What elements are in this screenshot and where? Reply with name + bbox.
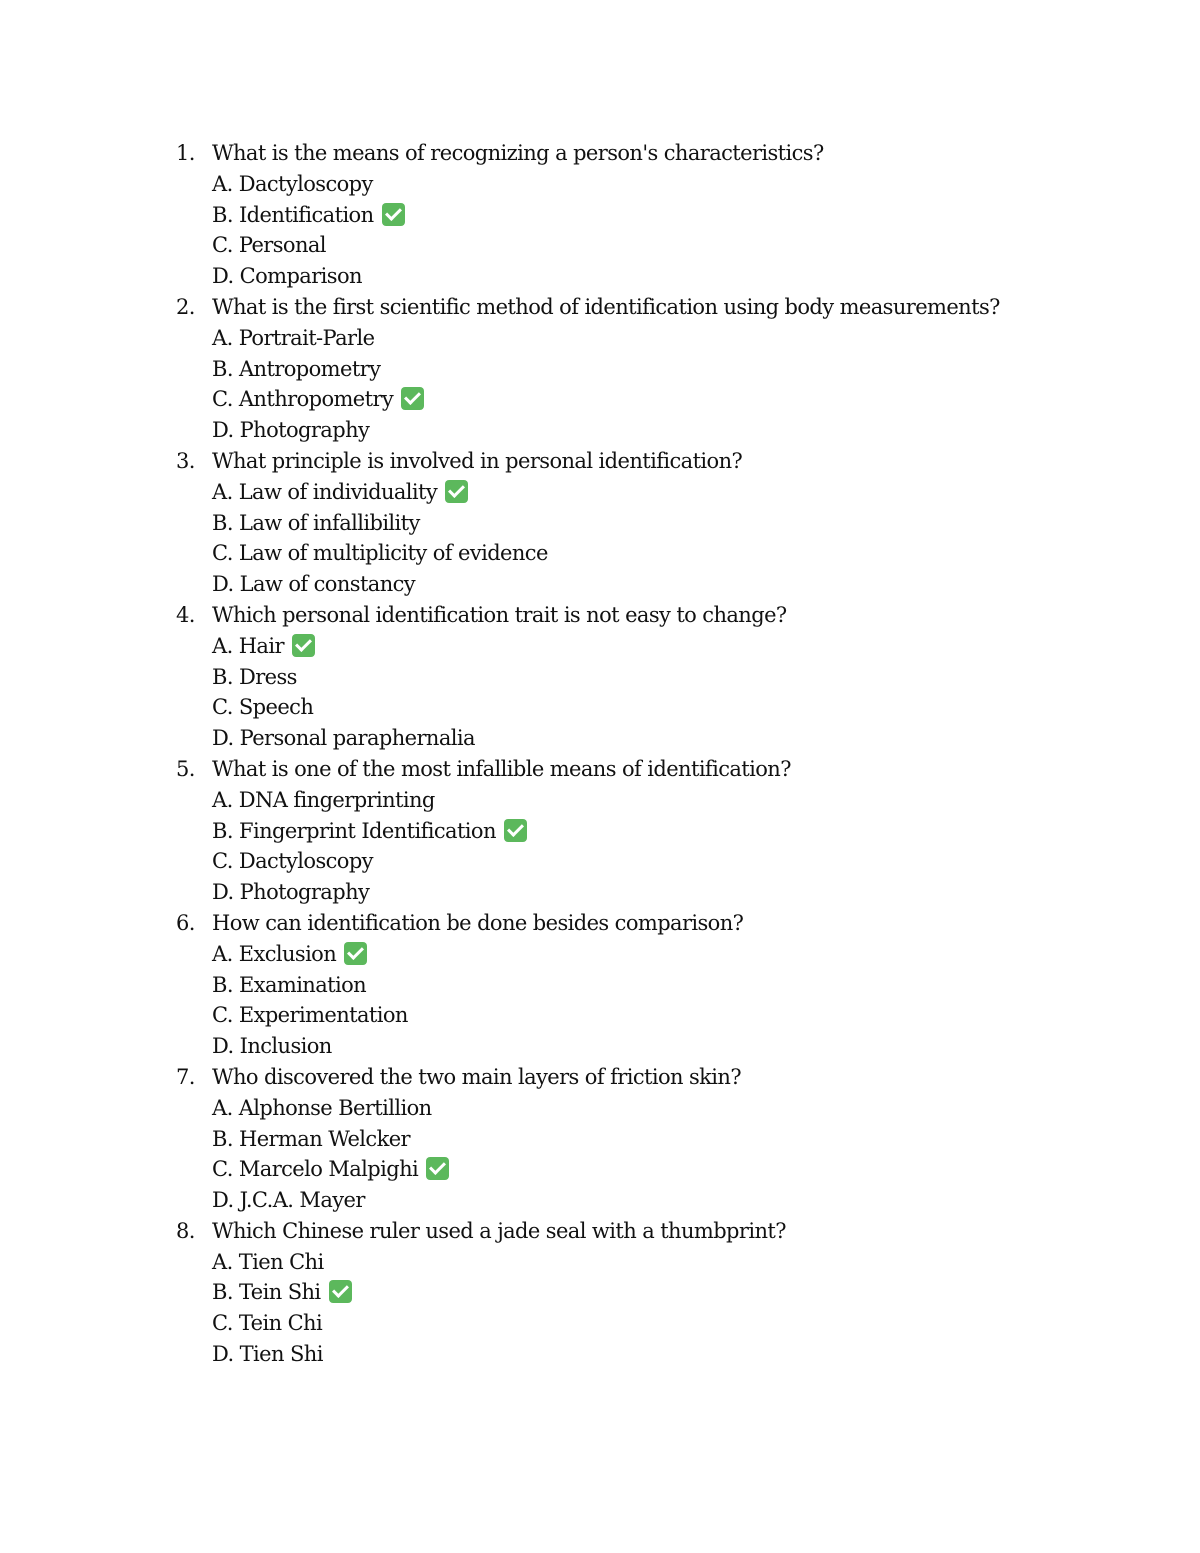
option-label: A. Exclusion (212, 941, 337, 966)
check-mark-icon (329, 1280, 352, 1303)
question-number: 6. (176, 910, 195, 935)
check-mark-icon (344, 942, 367, 965)
option-a (212, 785, 435, 816)
question-number: 3. (176, 448, 195, 473)
option-d (212, 877, 369, 908)
option-label: A. Hair (212, 633, 284, 658)
option-a (212, 1247, 324, 1278)
question-number: 2. (176, 294, 195, 319)
question-8 (0, 1216, 1200, 1370)
check-mark-icon (504, 819, 527, 842)
option-a (212, 939, 367, 970)
question-number: 7. (176, 1064, 195, 1089)
check-mark-icon (292, 634, 315, 657)
option-label: B. Dress (212, 664, 297, 689)
option-label: C. Experimentation (212, 1003, 408, 1028)
option-c (212, 1308, 322, 1339)
option-b (212, 816, 527, 847)
option-label: C. Anthropometry (212, 387, 394, 412)
question-1 (0, 138, 1200, 292)
question-number: 4. (176, 602, 195, 627)
option-b (212, 1277, 352, 1308)
option-label: B. Tein Shi (212, 1280, 321, 1305)
option-label: C. Marcelo Malpighi (212, 1157, 419, 1182)
option-label: D. Photography (212, 880, 370, 905)
question-text: What is one of the most infallible means of identification? (212, 756, 791, 781)
option-b (212, 662, 297, 693)
check-mark-icon (382, 203, 405, 226)
option-label: D. Inclusion (212, 1034, 332, 1059)
question-number: 8. (176, 1218, 195, 1243)
option-label: B. Antropometry (212, 356, 381, 381)
question-4 (0, 600, 1200, 754)
option-d (212, 261, 362, 292)
question-text: How can identification be done besides comparison? (212, 910, 744, 935)
question-text: What principle is involved in personal identification? (212, 448, 743, 473)
option-label: C. Personal (212, 233, 326, 258)
option-d (212, 569, 415, 600)
option-label: B. Fingerprint Identification (212, 818, 496, 843)
option-label: A. Alphonse Bertillion (212, 1095, 432, 1120)
check-mark-icon (426, 1157, 449, 1180)
option-a (212, 323, 374, 354)
question-number: 1. (176, 141, 195, 165)
question-5 (0, 754, 1200, 908)
option-label: C. Law of multiplicity of evidence (212, 541, 548, 566)
option-a (212, 169, 373, 200)
option-label: A. Tien Chi (212, 1249, 324, 1274)
option-c (212, 692, 313, 723)
option-label: A. Dactyloscopy (212, 171, 373, 196)
option-d (212, 1031, 332, 1062)
option-label: B. Examination (212, 972, 367, 997)
check-mark-icon (445, 480, 468, 503)
option-label: A. Portrait-Parle (212, 325, 375, 350)
option-a (212, 1093, 432, 1124)
option-label: B. Law of infallibility (212, 510, 420, 535)
option-label: D. Tien Shi (212, 1342, 323, 1367)
option-c (212, 538, 548, 569)
option-b (212, 970, 366, 1001)
option-label: D. J.C.A. Mayer (212, 1188, 365, 1213)
option-d (212, 1339, 323, 1370)
option-b (212, 200, 405, 231)
option-c (212, 1000, 408, 1031)
option-d (212, 1185, 365, 1216)
question-6 (0, 908, 1200, 1062)
question-3 (0, 446, 1200, 600)
check-mark-icon (401, 387, 424, 410)
option-label: C. Speech (212, 695, 314, 720)
option-label: D. Law of constancy (212, 572, 416, 597)
question-text: Which personal identification trait is not easy to change? (212, 602, 787, 627)
question-2 (0, 292, 1200, 446)
option-a (212, 631, 315, 662)
quiz-page (0, 138, 1200, 1370)
option-c (212, 846, 373, 877)
option-label: D. Photography (212, 418, 370, 443)
option-d (212, 723, 475, 754)
option-c (212, 230, 326, 261)
option-c (212, 1154, 449, 1185)
question-text: Which Chinese ruler used a jade seal with a thumbprint? (212, 1218, 786, 1243)
option-label: D. Personal paraphernalia (212, 726, 475, 751)
option-b (212, 508, 420, 539)
question-number: 5. (176, 756, 195, 781)
question-text: What is the first scientific method of identification using body measurements? (212, 294, 1000, 319)
option-d (212, 415, 369, 446)
question-7 (0, 1062, 1200, 1216)
option-label: B. Identification (212, 202, 374, 227)
option-b (212, 354, 380, 385)
option-label: B. Herman Welcker (212, 1126, 410, 1151)
option-label: A. Law of individuality (212, 479, 438, 504)
option-c (212, 384, 424, 415)
option-label: A. DNA fingerprinting (212, 787, 435, 812)
option-label: D. Comparison (212, 264, 362, 289)
option-label: C. Dactyloscopy (212, 849, 373, 874)
option-b (212, 1124, 410, 1155)
question-text: What is the means of recognizing a person's characteristics? (212, 141, 824, 165)
option-a (212, 477, 468, 508)
option-label: C. Tein Chi (212, 1311, 323, 1336)
question-text: Who discovered the two main layers of friction skin? (212, 1064, 741, 1089)
